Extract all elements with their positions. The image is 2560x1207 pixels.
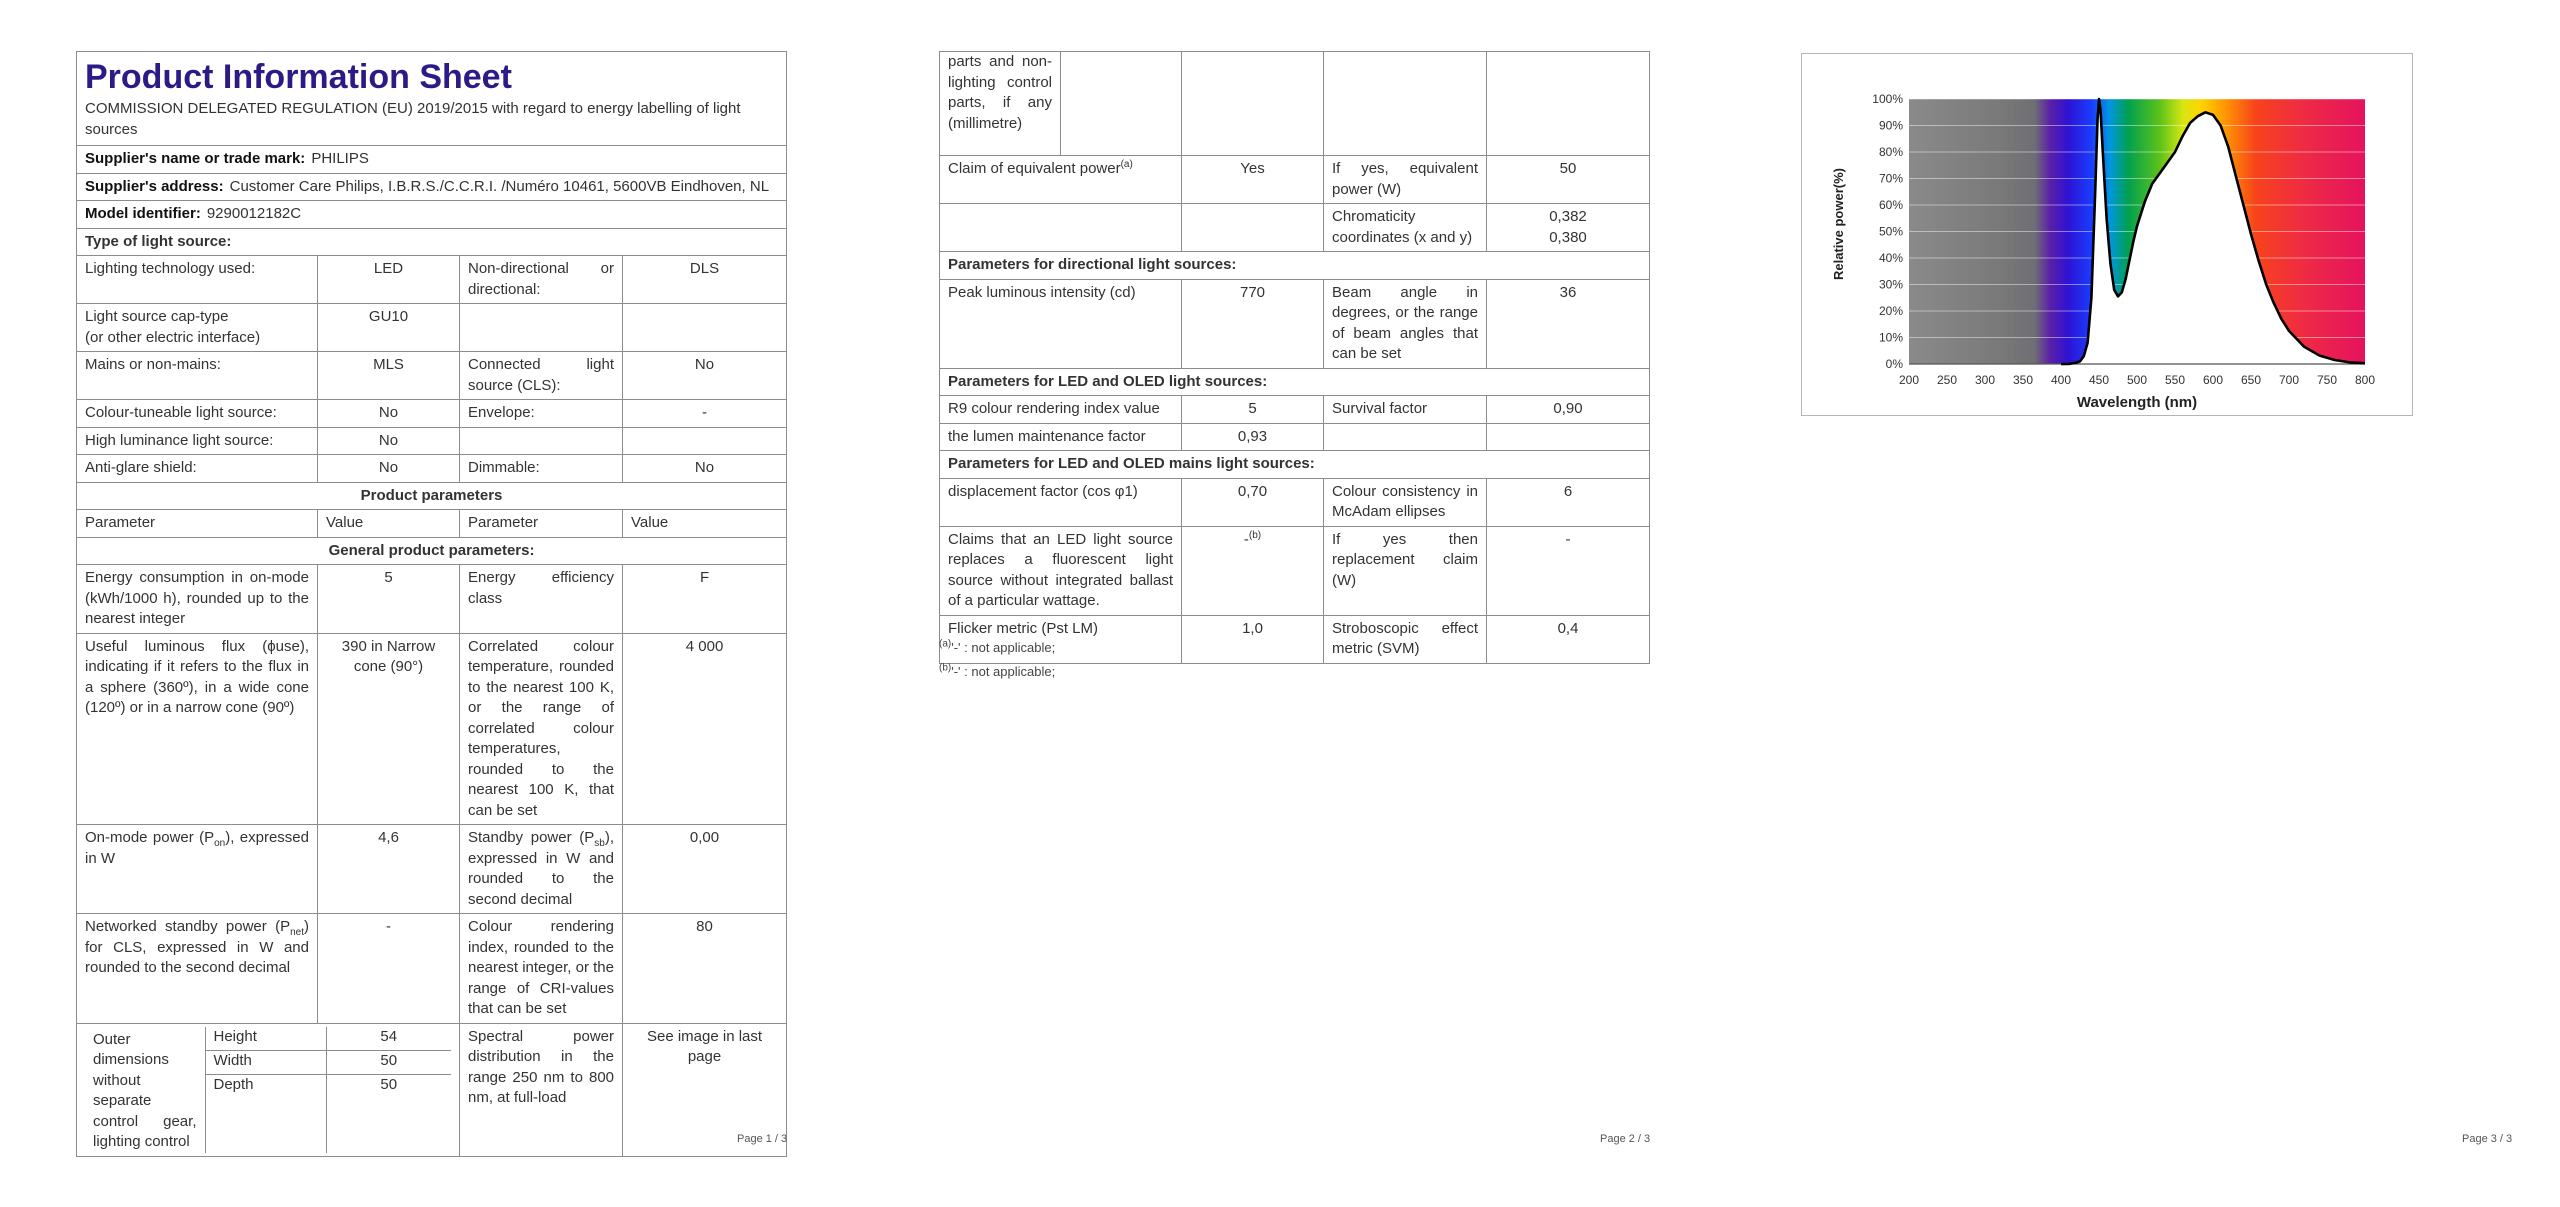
product-info-table-continued	[939, 51, 1650, 664]
x-tick-label: 500	[2126, 373, 2148, 387]
envelope-value: -	[623, 400, 787, 428]
col-header-value: Value	[318, 510, 460, 538]
mains-label: Mains or non-mains:	[77, 352, 318, 400]
page-number: Page 2 / 3	[1600, 1133, 1651, 1145]
tuneable-value: No	[318, 400, 460, 428]
empty-cell	[460, 427, 623, 455]
col-header-value: Value	[623, 510, 787, 538]
networked-standby-label: Networked standby power $(P_{net})$ for CLS, expressed in W and rounded to the second decimal	[77, 914, 318, 1024]
x-axis-label: Wavelength (nm)	[2076, 394, 2198, 411]
outer-dimensions-cell	[77, 1023, 460, 1156]
flicker-metric-label: Flicker metric (Pst LM)	[940, 615, 1182, 663]
energy-consumption-label: Energy consumption in on-mode (kWh/1000 h), rounded up to the nearest integer	[77, 565, 318, 634]
equivalent-power-claim-label: Claim of equivalent power$^{(a)}$	[940, 156, 1182, 204]
spectral-power-chart	[1801, 53, 2413, 416]
y-tick-label: 20%	[1878, 304, 1903, 318]
outer-dimensions-label: Outer dimensions without separate control gear, lighting control	[85, 1027, 205, 1153]
displacement-factor-label: displacement factor (cos φ1)	[940, 478, 1182, 526]
height-value: 54	[326, 1027, 451, 1051]
page-1	[0, 0, 860, 1207]
fluorescent-claims-value: -$^{(b)}$	[1182, 526, 1324, 615]
x-tick-label: 300	[1974, 373, 1996, 387]
cri-label: Colour rendering index, rounded to the nearest integer, or the range of CRI-values that can be set	[460, 914, 623, 1024]
x-tick-label: 700	[2278, 373, 2300, 387]
directional-value: DLS	[623, 256, 787, 304]
header-cell	[77, 52, 787, 146]
model-row	[77, 201, 787, 229]
empty-cell	[940, 204, 1182, 252]
y-tick-label: 50%	[1878, 224, 1903, 239]
col-header-parameter: Parameter	[460, 510, 623, 538]
dimmable-label: Dimmable:	[460, 455, 623, 483]
peak-intensity-value: 770	[1182, 279, 1324, 368]
led-mains-params-heading: Parameters for LED and OLED mains light sources:	[940, 451, 1650, 479]
survival-factor-label: Survival factor	[1324, 396, 1487, 424]
efficiency-class-value: F	[623, 565, 787, 634]
width-value: 50	[326, 1050, 451, 1074]
antiglare-label: Anti-glare shield:	[77, 455, 318, 483]
spd-value: See image in last page	[623, 1023, 787, 1156]
cap-type-label: Light source cap-type (or other electric interface)	[77, 304, 318, 352]
tuneable-label: Colour-tuneable light source:	[77, 400, 318, 428]
cct-label: Correlated colour temperature, rounded to the nearest 100 K, or the range of correlated colour temperatures, rounded to the nearest 100 K, that can be set	[460, 633, 623, 825]
y-tick-label: 100%	[1872, 92, 1903, 106]
y-tick-label: 10%	[1878, 330, 1903, 345]
cct-value: 4 000	[623, 633, 787, 825]
x-tick-label: 400	[2050, 373, 2072, 387]
energy-consumption-value: 5	[318, 565, 460, 634]
dimensions-label-continued: parts and non-lighting control parts, if any (millimetre)	[940, 52, 1061, 156]
lumen-maintenance-label: the lumen maintenance factor	[940, 423, 1182, 451]
high-luminance-value: No	[318, 427, 460, 455]
width-label: Width	[205, 1050, 326, 1074]
survival-factor-value: 0,90	[1487, 396, 1650, 424]
supplier-label: Supplier's name or trade mark:	[85, 150, 306, 167]
standby-power-value: 0,00	[623, 825, 787, 914]
address-row	[77, 173, 787, 201]
fluorescent-claims-label: Claims that an LED light source replaces a fluorescent light source without integrated ballast of a particular wattage.	[940, 526, 1182, 615]
y-tick-label: 80%	[1878, 145, 1903, 159]
lighting-tech-label: Lighting technology used:	[77, 256, 318, 304]
chromaticity-value: 0,382 0,380	[1487, 204, 1650, 252]
depth-value: 50	[380, 1075, 398, 1093]
cri-value: 80	[623, 914, 787, 1024]
type-heading: Type of light source:	[77, 228, 787, 256]
page-number: Page 3 / 3	[2462, 1133, 2513, 1145]
beam-angle-value: 36	[1487, 279, 1650, 368]
lighting-tech-value: LED	[318, 256, 460, 304]
empty-cell	[1061, 52, 1182, 156]
x-tick-label: 750	[2316, 373, 2338, 387]
product-params-heading: Product parameters	[77, 482, 787, 510]
empty-cell	[1182, 204, 1324, 252]
x-tick-label: 550	[2164, 373, 2186, 387]
y-tick-label: 40%	[1878, 251, 1903, 265]
cls-label: Connected light source (CLS):	[460, 352, 623, 400]
depth-label: Depth	[205, 1074, 326, 1153]
general-params-heading: General product parameters:	[77, 537, 787, 565]
lumen-maintenance-value: 0,93	[1182, 423, 1324, 451]
replacement-claim-value: -	[1487, 526, 1650, 615]
y-tick-label: 0%	[1885, 357, 1903, 371]
x-tick-label: 600	[2202, 373, 2224, 387]
directional-label: Non-directional or directional:	[460, 256, 623, 304]
y-axis-label: Relative power(%)	[1831, 168, 1846, 280]
address-value: Customer Care Philips, I.B.R.S./C.C.R.I. /Numéro 10461, 5600VB Eindhoven, NL	[229, 177, 770, 195]
empty-cell	[1324, 423, 1487, 451]
cap-type-value: GU10	[318, 304, 460, 352]
empty-cell	[623, 427, 787, 455]
luminous-flux-label: Useful luminous flux (ϕuse), indicating if it refers to the flux in a sphere (360º), in a wide cone (120º) or in a narrow cone (90º)	[77, 633, 318, 825]
spectral-chart-svg	[1802, 54, 2412, 415]
product-info-table	[76, 51, 787, 1157]
dimmable-value: No	[623, 455, 787, 483]
antiglare-value: No	[318, 455, 460, 483]
stroboscopic-value: 0,4	[1487, 615, 1650, 663]
x-axis-ticks	[1899, 373, 2375, 387]
networked-standby-value: -	[318, 914, 460, 1024]
colour-consistency-label: Colour consistency in McAdam ellipses	[1324, 478, 1487, 526]
x-tick-label: 200	[1898, 373, 1920, 387]
equivalent-power-label: If yes, equivalent power (W)	[1324, 156, 1487, 204]
x-tick-label: 450	[2088, 373, 2110, 387]
chromaticity-label: Chromaticity coordinates (x and y)	[1324, 204, 1487, 252]
flicker-metric-value: 1,0	[1182, 615, 1324, 663]
efficiency-class-label: Energy efficiency class	[460, 565, 623, 634]
dimensions-subtable	[85, 1027, 451, 1153]
directional-params-heading: Parameters for directional light sources:	[940, 252, 1650, 280]
x-tick-label: 350	[2012, 373, 2034, 387]
footnote-a: $^{(a)}$'-' : not applicable;	[939, 638, 1056, 655]
y-tick-label: 60%	[1878, 198, 1903, 212]
x-tick-label: 800	[2354, 373, 2376, 387]
envelope-label: Envelope:	[460, 400, 623, 428]
page-number: Page 1 / 3	[737, 1133, 788, 1145]
r9-label: R9 colour rendering index value	[940, 396, 1182, 424]
supplier-value: PHILIPS	[311, 150, 369, 167]
supplier-row	[77, 146, 787, 174]
y-tick-label: 90%	[1878, 118, 1903, 133]
peak-intensity-label: Peak luminous intensity (cd)	[940, 279, 1182, 368]
x-tick-label: 250	[1936, 373, 1958, 387]
colour-consistency-value: 6	[1487, 478, 1650, 526]
high-luminance-label: High luminance light source:	[77, 427, 318, 455]
equivalent-power-claim-value: Yes	[1182, 156, 1324, 204]
replacement-claim-label: If yes then replacement claim (W)	[1324, 526, 1487, 615]
beam-angle-label: Beam angle in degrees, or the range of beam angles that can be set	[1324, 279, 1487, 368]
mains-value: MLS	[318, 352, 460, 400]
y-axis-ticks	[1872, 92, 1903, 371]
spd-label: Spectral power distribution in the range 250 nm to 800 nm, at full-load	[460, 1023, 623, 1156]
displacement-factor-value: 0,70	[1182, 478, 1324, 526]
empty-cell	[1487, 423, 1650, 451]
address-label: Supplier's address:	[85, 177, 224, 195]
empty-cell	[1182, 52, 1324, 156]
footnote-b: $^{(b)}$'-' : not applicable;	[939, 662, 1056, 679]
empty-cell	[623, 304, 787, 352]
r9-value: 5	[1182, 396, 1324, 424]
onmode-power-label: On-mode power $(P_{on})$, expressed in W	[77, 825, 318, 914]
luminous-flux-value: 390 in Narrow cone (90°)	[318, 633, 460, 825]
regulation-subtitle: COMMISSION DELEGATED REGULATION (EU) 2019/2015 with regard to energy labelling of light sources	[85, 100, 741, 138]
empty-cell	[460, 304, 623, 352]
led-params-heading: Parameters for LED and OLED light sources:	[940, 368, 1650, 396]
model-label: Model identifier:	[85, 205, 201, 222]
empty-cell	[1487, 52, 1650, 156]
cls-value: No	[623, 352, 787, 400]
empty-cell	[1324, 52, 1487, 156]
x-tick-label: 650	[2240, 373, 2262, 387]
col-header-parameter: Parameter	[77, 510, 318, 538]
standby-power-label: Standby power $(P_{sb})$, expressed in W and rounded to the second decimal	[460, 825, 623, 914]
onmode-power-value: 4,6	[318, 825, 460, 914]
page-2	[860, 0, 1720, 1207]
y-tick-label: 70%	[1878, 171, 1903, 186]
page-title: Product Information Sheet	[85, 58, 512, 96]
stroboscopic-label: Stroboscopic effect metric (SVM)	[1324, 615, 1487, 663]
y-tick-label: 30%	[1878, 277, 1903, 292]
model-value: 9290012182C	[206, 205, 302, 222]
equivalent-power-value: 50	[1487, 156, 1650, 204]
height-label: Height	[205, 1027, 326, 1051]
